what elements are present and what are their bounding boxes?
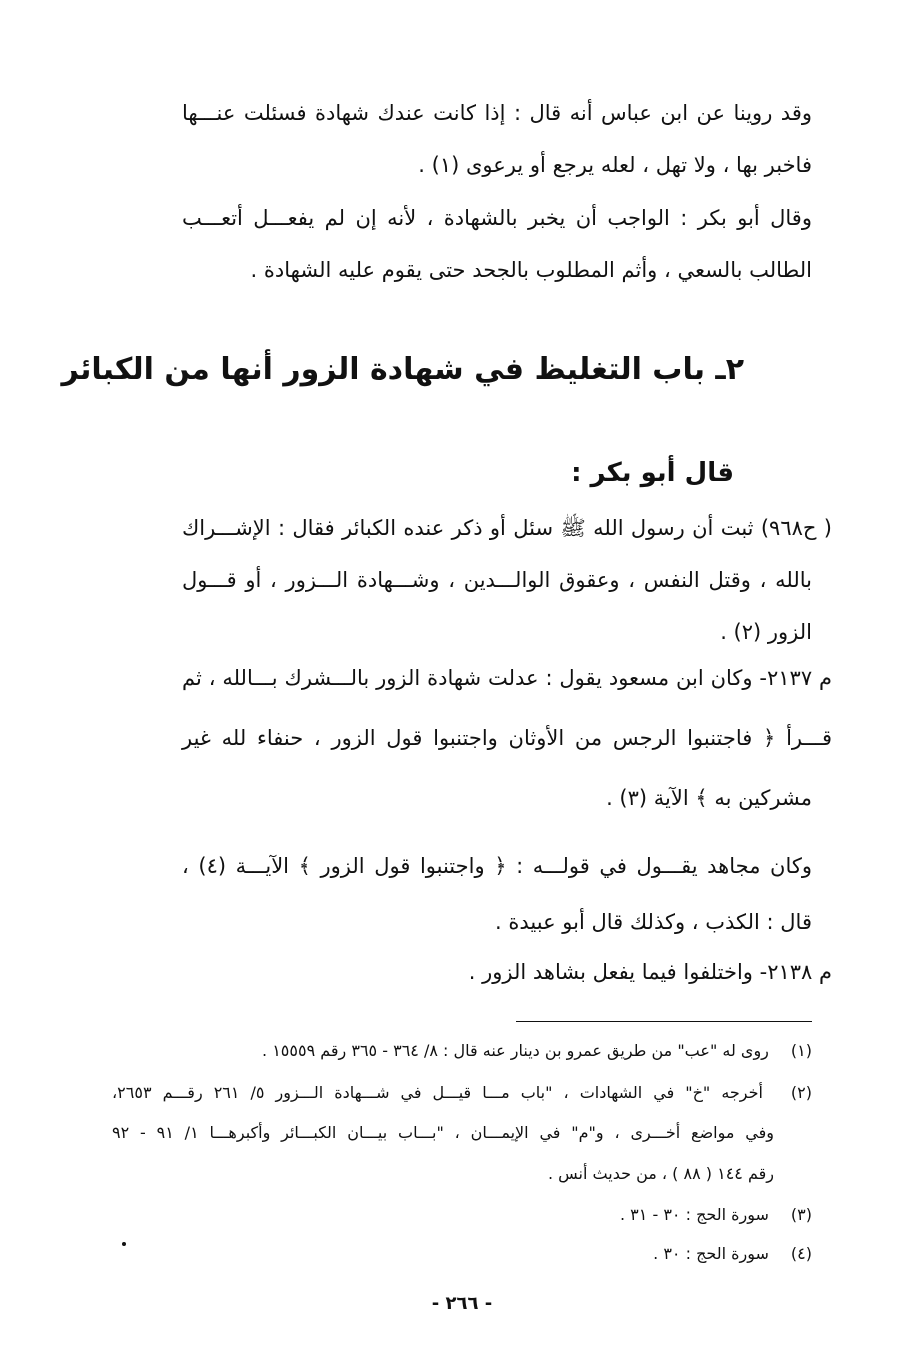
hadith-line-3: الزور (٢) .	[720, 620, 812, 644]
chapter-heading: ٢ـ باب التغليظ في شهادة الزور أنها من الكبائر	[61, 352, 744, 387]
footnote-4-text: سورة الحج : ٣٠ .	[653, 1244, 769, 1263]
footnote-4	[112, 1246, 812, 1262]
hadith-line-6: مشركين به ﴾ الآية (٣) .	[606, 786, 812, 810]
footnote-2-cont-2-text: رقم ١٤٤ ( ٨٨ ) ، من حديث أنس .	[547, 1164, 774, 1183]
footnote-1	[112, 1043, 812, 1059]
footnote-3-text: سورة الحج : ٣٠ - ٣١ .	[620, 1205, 769, 1224]
hadith-line-1: ( ح٩٦٨) ثبت أن رسول الله ﷺ سئل أو ذكر عنده الكبائر فقال : الإشـــراك	[182, 516, 832, 540]
footnote-1-text: روى له "عب" من طريق عمرو بن دينار عنه قال : ٨/ ٣٦٤ - ٣٦٥ رقم ١٥٥٥٩ .	[262, 1041, 769, 1060]
footnote-2-number: (٢)	[790, 1083, 813, 1102]
speaker-label: قال أبو بكر :	[571, 458, 734, 488]
footnote-divider	[516, 1021, 812, 1022]
footnote-2-cont-1-text: وفي مواضع أخـــرى ، و"م" في الإيمـــان ، "بـــاب بيـــان الكبـــائر وأكبرهـــا ١/ ٩١ - ٩٢	[112, 1123, 774, 1142]
body-line-3: وقال أبو بكر : الواجب أن يخبر بالشهادة ، لأنه إن لم يفعـــل أتعـــب	[182, 206, 812, 230]
footnote-3-number: (٣)	[790, 1205, 812, 1224]
ink-dot	[122, 1242, 126, 1246]
footnote-2-text: أخرجه "خ" في الشهادات ، "باب مـــا قيـــل في شـــهادة الـــزور ٥/ ٢٦١ رقـــم ٢٦٥٣،	[112, 1083, 763, 1102]
body-line-4: الطالب بالسعي ، وأثم المطلوب بالجحد حتى يقوم عليه الشهادة .	[250, 258, 812, 282]
footnote-3	[112, 1207, 812, 1223]
footnote-4-number: (٤)	[790, 1244, 812, 1263]
footnote-2-cont-1	[112, 1125, 774, 1141]
body-line-1: وقد روينا عن ابن عباس أنه قال : إذا كانت عندك شهادة فسئلت عنـــها	[182, 101, 812, 125]
hadith-line-5: قـــرأ ﴿ فاجتنبوا الرجس من الأوثان واجتنبوا قول الزور ، حنفاء لله غير	[182, 726, 832, 750]
hadith-line-4: م ٢١٣٧- وكان ابن مسعود يقول : عدلت شهادة الزور بالـــشرك بـــالله ، ثم	[182, 666, 833, 690]
hadith-line-8: قال : الكذب ، وكذلك قال أبو عبيدة .	[495, 910, 812, 934]
body-line-2: فاخبر بها ، ولا تهل ، لعله يرجع أو يرعوى (١) .	[418, 153, 812, 177]
hadith-line-7: وكان مجاهد يقـــول في قولـــه : ﴿ واجتنبوا قول الزور ﴾ الآيـــة (٤) ،	[182, 854, 812, 878]
footnote-1-number: (١)	[790, 1041, 812, 1060]
hadith-line-9: م ٢١٣٨- واختلفوا فيما يفعل بشاهد الزور .	[468, 960, 832, 984]
hadith-line-2: بالله ، وقتل النفس ، وعقوق الوالـــدين ، وشـــهادة الـــزور ، أو قـــول	[182, 568, 812, 592]
footnote-2	[112, 1085, 812, 1101]
page-number: - ٢٦٦ -	[431, 1293, 493, 1314]
footnote-2-cont-2	[112, 1166, 774, 1182]
